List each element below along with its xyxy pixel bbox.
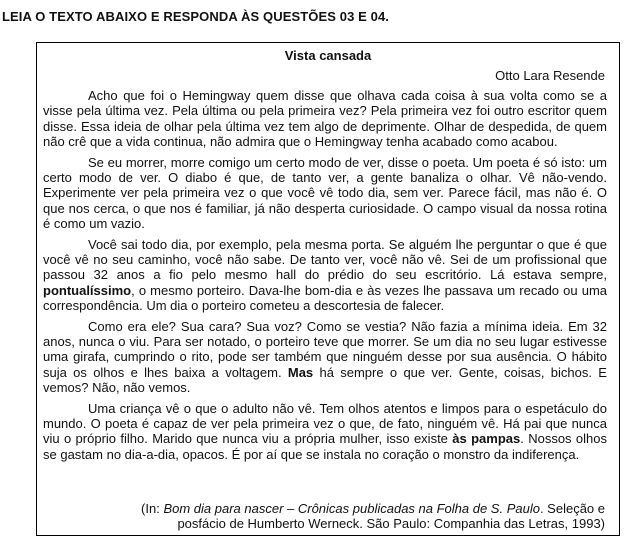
text-body: [43, 88, 607, 467]
source-rest: . Seleção e: [539, 501, 605, 516]
text-author: Otto Lara Resende: [495, 68, 605, 83]
bold-words-as-pampas: às pampas: [452, 431, 521, 447]
paragraph-3-part-2: , o mesmo porteiro. Dava-lhe bom-dia e às vezes lhe passava um recado ou uma correspondência. Um dia o porteiro cometeu a descortesia de falecer.: [43, 282, 607, 313]
paragraph-3: [43, 237, 607, 313]
paragraph-5-part-1: Uma criança vê o que o adulto não vê. Tem olhos atentos e limpos para o espetáculo do mundo. O poeta é capaz de ver pela primeira vez o que, de fato, ninguém vê. Há pai que nunca viu o próprio filho. Marido que nunca viu a própria mulher, isso existe: [43, 400, 607, 447]
instruction-heading: LEIA O TEXTO ABAIXO E RESPONDA ÀS QUESTÕES 03 E 04.: [2, 9, 389, 24]
paragraph-2: Se eu morrer, morre comigo um certo modo de ver, disse o poeta. Um poeta é só isto: um certo modo de ver. O diabo é que, de tanto ver, a gente banaliza o olhar. Vê não-vendo. Experimente ver pela primeira vez o que você vê todo dia, sem ver. Parece fácil, mas não é. O que nos cerca, o que nos é familiar, já não desperta curiosidade. O campo visual da nossa rotina é como um vazio.: [43, 154, 607, 231]
source-line-2: posfácio de Humberto Werneck. São Paulo: Companhia das Letras, 1993): [177, 516, 605, 532]
text-box: [36, 42, 620, 536]
source-book-title: Bom dia para nascer – Crônicas publicadas na Folha de S. Paulo: [163, 501, 540, 516]
bold-word-mas: Mas: [287, 364, 314, 380]
bold-word-pontualissimo: pontualíssimo: [43, 282, 132, 298]
paragraph-4-part-2: há sempre o que ver. Gente, coisas, bichos. E vemos? Não, não vemos.: [43, 364, 607, 395]
source-line-1: [141, 501, 605, 516]
paragraph-1: Acho que foi o Hemingway quem disse que olhava cada coisa à sua volta como se a visse pela última vez. Pela última ou pela primeira vez? Pela primeira vez foi outro escritor quem disse. Essa ideia de olhar pela última vez tem algo de deprimente. Olhar de despedida, de quem não crê que a vida continua, não admira que o Hemingway tenha acabado como acabou.: [43, 88, 607, 149]
paragraph-3-part-1: Você sai todo dia, por exemplo, pela mesma porta. Se alguém lhe perguntar o que é que você vê no seu caminho, você não sabe. De tanto ver, você não vê. Sei de um profissional que passou 32 anos a fio pelo mesmo hall do prédio do seu escritório. Lá estava sempre,: [43, 236, 607, 283]
text-title: Vista cansada: [284, 48, 372, 63]
paragraph-5-part-2: . Nossos olhos se gastam no dia-a-dia, opacos. É por aí que se instala no coração o monstro da indiferença.: [43, 431, 607, 462]
paragraph-4: [43, 319, 607, 395]
source-prefix: (In:: [141, 501, 164, 516]
paragraph-5: [43, 401, 607, 462]
paragraph-4-part-1: Como era ele? Sua cara? Sua voz? Como se vestia? Não fazia a mínima ideia. Em 32 anos, nunca o viu. Para ser notado, o porteiro teve que morrer. Se um dia no seu lugar estivesse uma girafa, cumprindo o rito, pode ser também que ninguém desse por sua ausência. O hábito suja os olhos e lhes baixa a voltagem.: [43, 318, 607, 380]
source-citation: [141, 501, 605, 532]
